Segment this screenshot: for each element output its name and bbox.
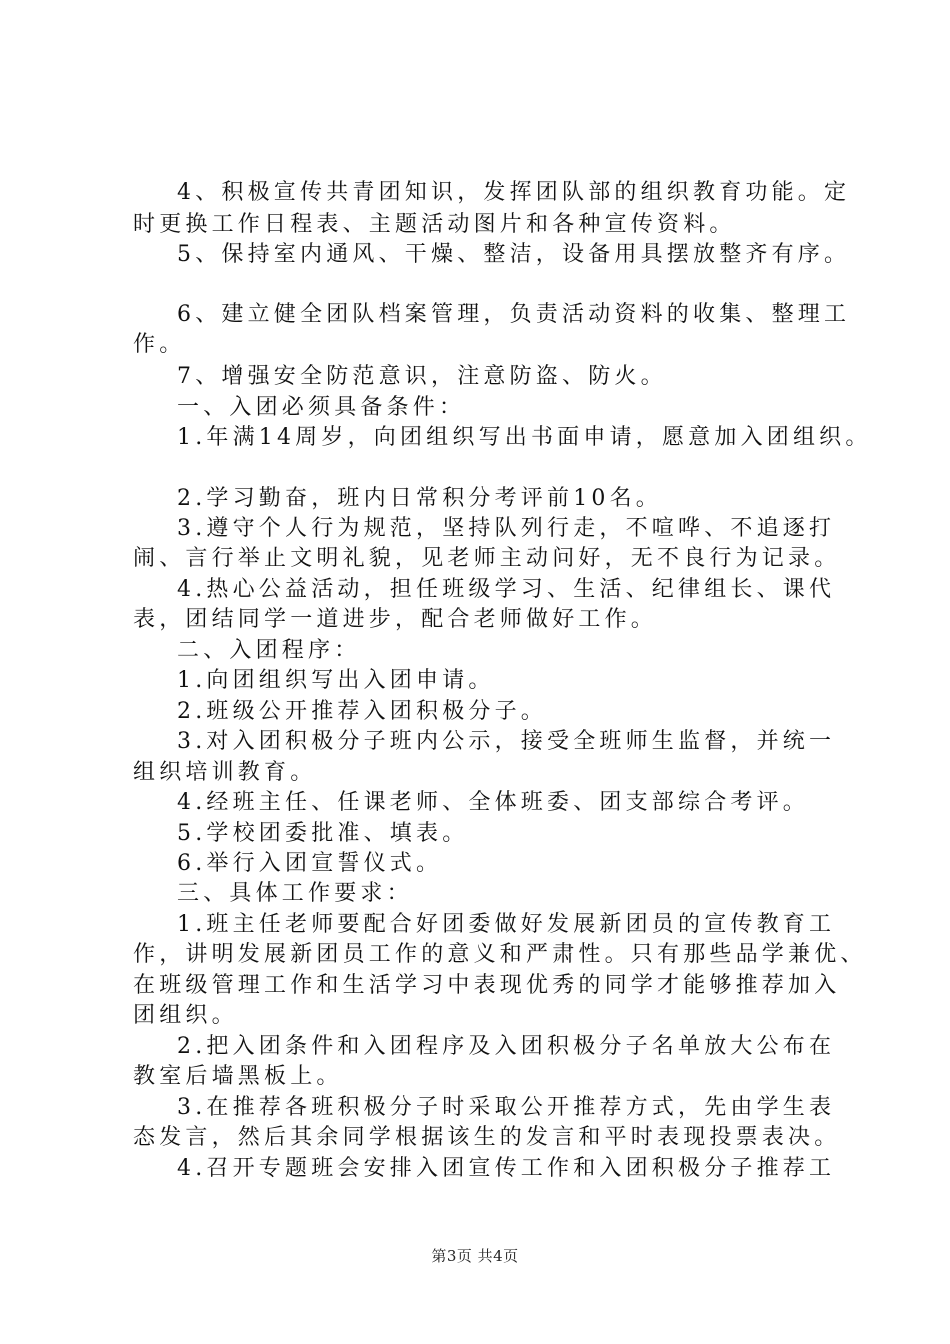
paragraph-line: 4.热心公益活动，担任班级学习、生活、纪律组长、课代 — [177, 577, 836, 602]
section-heading: 一、入团必须具备条件： — [177, 395, 466, 420]
paragraph-line: 闹、言行举止文明礼貌，见老师主动问好，无不良行为记录。 — [133, 546, 841, 571]
paragraph-line: 4、积极宣传共青团知识，发挥团队部的组织教育功能。定 — [177, 180, 851, 205]
page-footer: 第3页 共4页 — [431, 1247, 519, 1265]
paragraph-line: 教室后墙黑板上。 — [133, 1064, 343, 1089]
paragraph-line: 2.把入团条件和入团程序及入团积极分子名单放大公布在 — [177, 1034, 836, 1059]
paragraph-line: 3.对入团积极分子班内公示，接受全班师生监督，并统一 — [177, 729, 836, 754]
paragraph-line: 3.遵守个人行为规范，坚持队列行走，不喧哗、不追逐打 — [177, 516, 836, 541]
paragraph-line: 6、建立健全团队档案管理，负责活动资料的收集、整理工 — [177, 302, 851, 327]
paragraph-line: 7、增强安全防范意识，注意防盗、防火。 — [177, 364, 667, 389]
paragraph-line: 5、保持室内通风、干燥、整洁，设备用具摆放整齐有序。 — [177, 242, 851, 267]
paragraph-line: 2.班级公开推荐入团积极分子。 — [177, 699, 547, 724]
paragraph-line: 在班级管理工作和生活学习中表现优秀的同学才能够推荐加入 — [133, 973, 841, 998]
paragraph-line: 6.举行入团宣誓仪式。 — [177, 851, 443, 876]
paragraph-line: 5.学校团委批准、填表。 — [177, 821, 469, 846]
paragraph-line: 时更换工作日程表、主题活动图片和各种宣传资料。 — [133, 212, 736, 237]
paragraph-line: 4.经班主任、任课老师、全体班委、团支部综合考评。 — [177, 790, 809, 815]
section-heading: 二、入团程序： — [177, 638, 361, 663]
paragraph-line: 组织培训教育。 — [133, 760, 317, 785]
paragraph-line: 作。 — [133, 332, 186, 357]
paragraph-line: 作，讲明发展新团员工作的意义和严肃性。只有那些品学兼优、 — [133, 942, 867, 967]
paragraph-line: 表，团结同学一道进步，配合老师做好工作。 — [133, 607, 658, 632]
paragraph-line: 1.年满14周岁，向团组织写出书面申请，愿意加入团组织。 — [177, 425, 872, 450]
paragraph-line: 1.向团组织写出入团申请。 — [177, 668, 495, 693]
paragraph-line: 团组织。 — [133, 1003, 238, 1028]
paragraph-line: 4.召开专题班会安排入团宣传工作和入团积极分子推荐工 — [177, 1156, 836, 1181]
paragraph-line: 3.在推荐各班积极分子时采取公开推荐方式，先由学生表 — [177, 1095, 836, 1120]
section-heading: 三、具体工作要求： — [177, 881, 413, 906]
paragraph-line: 态发言，然后其余同学根据该生的发言和平时表现投票表决。 — [133, 1125, 841, 1150]
paragraph-line: 2.学习勤奋，班内日常积分考评前10名。 — [177, 486, 662, 511]
paragraph-line: 1.班主任老师要配合好团委做好发展新团员的宣传教育工 — [177, 912, 836, 937]
